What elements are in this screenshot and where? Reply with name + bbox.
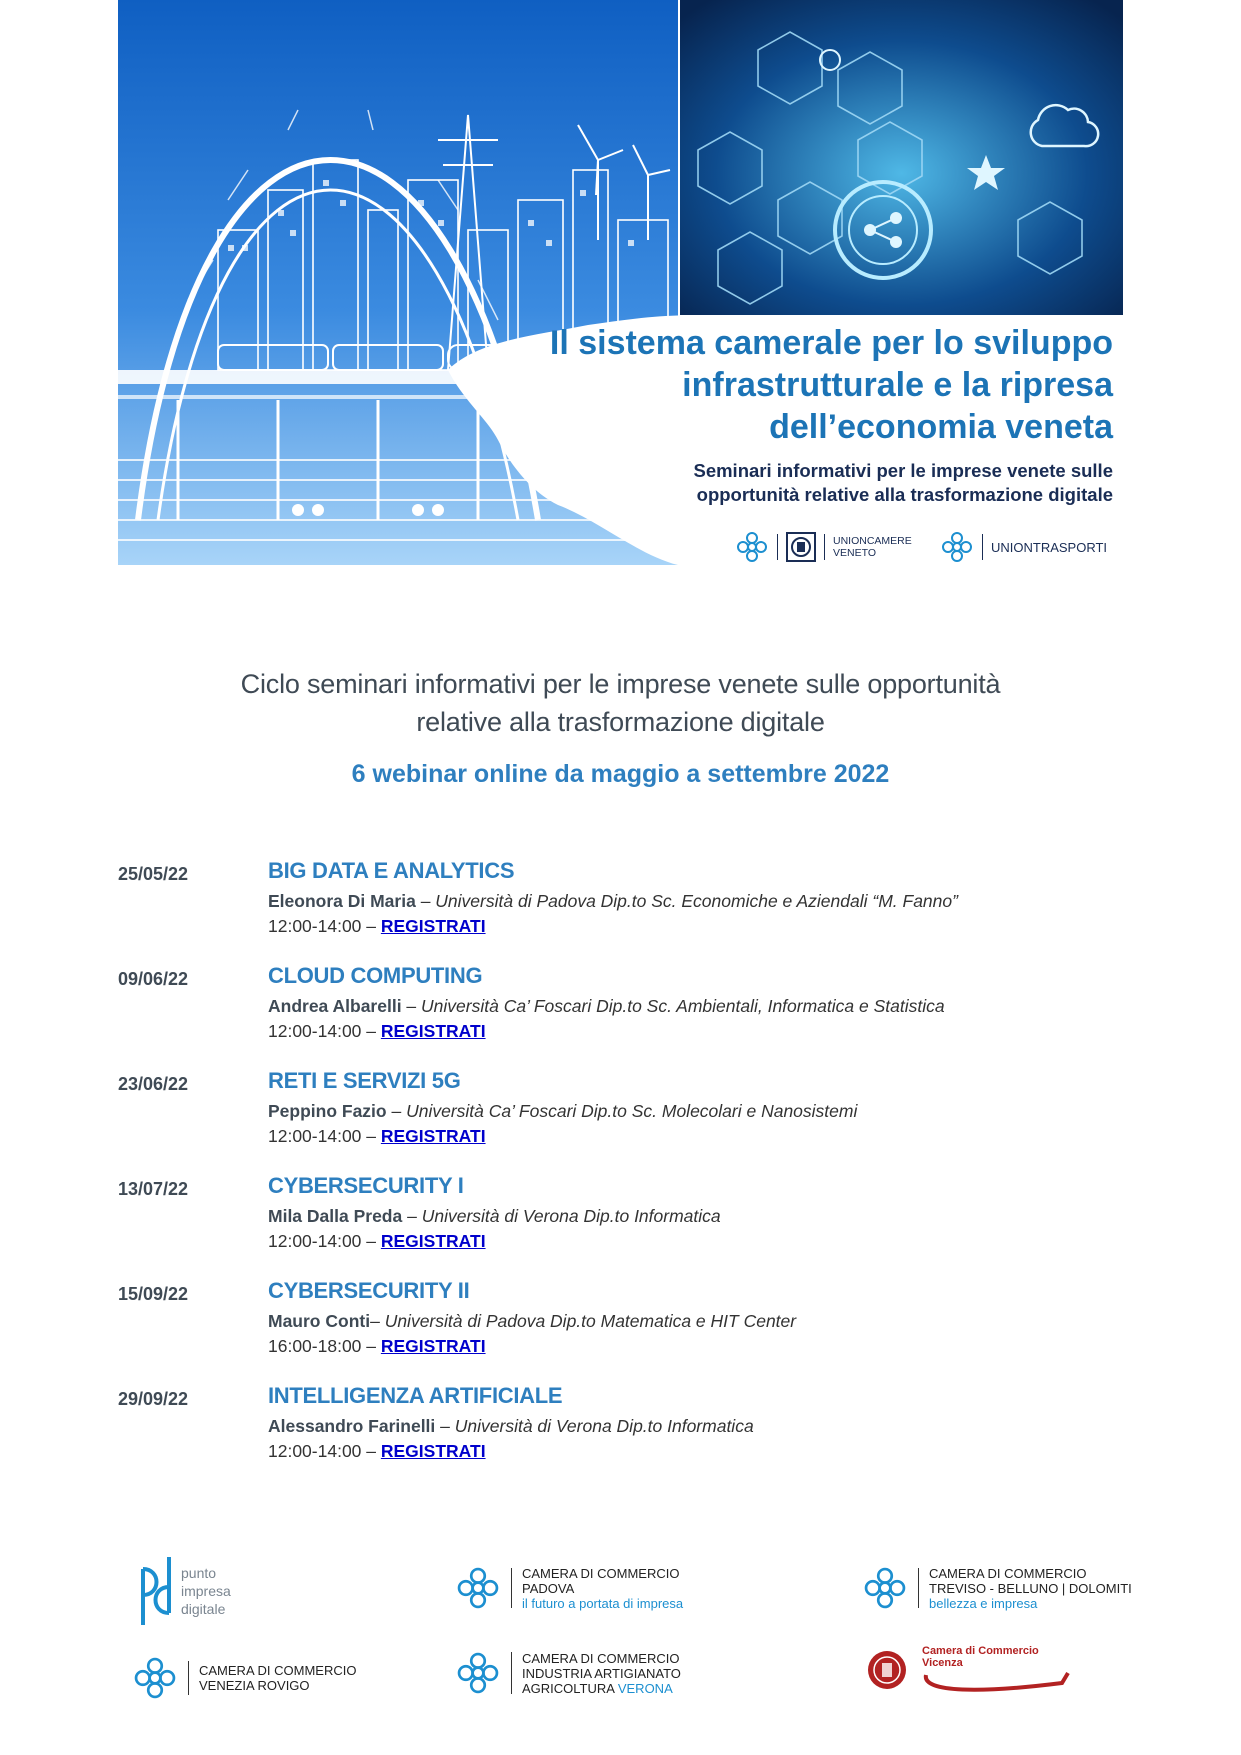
webinar-item bbox=[118, 858, 1123, 958]
speaker-name: Mauro Conti bbox=[268, 1311, 371, 1331]
webinar-speaker-line bbox=[268, 1311, 796, 1332]
punto-impresa-digitale-logo bbox=[135, 1555, 231, 1627]
webinar-speaker-line bbox=[268, 996, 945, 1017]
webinar-item bbox=[118, 1278, 1123, 1378]
webinar-title: RETI E SERVIZI 5G bbox=[268, 1068, 461, 1093]
vicenza-text-2: Vicenza bbox=[922, 1657, 963, 1669]
unioncamere-text-2: VENETO bbox=[833, 547, 876, 559]
register-link[interactable]: REGISTRATI bbox=[380, 1126, 486, 1146]
flower-icon bbox=[940, 530, 974, 564]
padova-text-2: PADOVA bbox=[522, 1580, 575, 1596]
pid-text-3: digitale bbox=[181, 1601, 226, 1617]
speaker-affiliation: Università di Verona Dip.to Informatica bbox=[421, 1206, 721, 1226]
banner-subtitle-line-1: Seminari informativi per le imprese venete sulle bbox=[693, 460, 1113, 481]
speaker-affiliation: Università Ca’ Foscari Dip.to Sc. Ambientali, Informatica e Statistica bbox=[421, 996, 945, 1016]
speaker-separator: – bbox=[401, 996, 422, 1016]
webinar-time: 12:00-14:00 – bbox=[268, 916, 381, 936]
webinar-time: 12:00-14:00 – bbox=[268, 1126, 381, 1146]
speaker-name: Mila Dalla Preda bbox=[268, 1206, 403, 1226]
venezia-text-1: CAMERA DI COMMERCIO bbox=[199, 1663, 357, 1678]
webinar-title: CYBERSECURITY I bbox=[268, 1173, 464, 1198]
speaker-separator: – bbox=[435, 1416, 455, 1436]
webinar-date: 29/09/22 bbox=[118, 1389, 189, 1409]
banner-title-line-2: infrastrutturale e la ripresa bbox=[682, 366, 1113, 404]
webinar-date: 09/06/22 bbox=[118, 969, 189, 989]
speaker-name: Peppino Fazio bbox=[268, 1101, 387, 1121]
speaker-separator: – bbox=[415, 891, 436, 911]
webinar-time: 12:00-14:00 – bbox=[268, 1231, 381, 1251]
register-link[interactable]: REGISTRATI bbox=[380, 1021, 486, 1041]
webinar-time-line bbox=[268, 1441, 486, 1462]
camera-padova-logo bbox=[455, 1565, 683, 1611]
camera-vicenza-logo bbox=[866, 1645, 1072, 1695]
banner-title-line-1: Il sistema camerale per lo sviluppo bbox=[549, 324, 1113, 362]
speaker-affiliation: Università di Padova Dip.to Matematica e HIT Center bbox=[384, 1311, 797, 1331]
treviso-text-3: bellezza e impresa bbox=[929, 1595, 1038, 1611]
main-title-line-1: Ciclo seminari informativi per le imprese venete sulle opportunità bbox=[240, 669, 1001, 699]
webinar-item bbox=[118, 1068, 1123, 1168]
verona-text-4: VERONA bbox=[617, 1680, 673, 1696]
webinar-date: 15/09/22 bbox=[118, 1284, 189, 1304]
webinar-title: CYBERSECURITY II bbox=[268, 1278, 470, 1303]
speaker-affiliation: Università Ca’ Foscari Dip.to Sc. Molecolari e Nanosistemi bbox=[406, 1101, 858, 1121]
main-title-line-2: relative alla trasformazione digitale bbox=[416, 707, 825, 737]
main-subtitle: 6 webinar online da maggio a settembre 2022 bbox=[351, 760, 890, 788]
speaker-affiliation: Università di Verona Dip.to Informatica bbox=[454, 1416, 754, 1436]
pid-logo-icon bbox=[135, 1555, 177, 1627]
webinar-time-line bbox=[268, 1231, 486, 1252]
verona-text-1: CAMERA DI COMMERCIO bbox=[522, 1650, 680, 1666]
pid-text-2: impresa bbox=[181, 1583, 231, 1599]
webinar-speaker-line bbox=[268, 891, 958, 912]
uniontrasporti-text: UNIONTRASPORTI bbox=[991, 539, 1108, 555]
webinar-speaker-line bbox=[268, 1416, 754, 1437]
webinar-time: 16:00-18:00 – bbox=[268, 1336, 381, 1356]
swoosh-icon bbox=[922, 1669, 1072, 1695]
pid-text-1: punto bbox=[181, 1565, 217, 1581]
flower-icon bbox=[862, 1565, 908, 1611]
webinar-time-line bbox=[268, 916, 486, 937]
webinar-item bbox=[118, 963, 1123, 1063]
register-link[interactable]: REGISTRATI bbox=[380, 1441, 486, 1461]
banner-title-line-3: dell’economia veneta bbox=[769, 408, 1113, 446]
treviso-text-1: CAMERA DI COMMERCIO bbox=[929, 1565, 1087, 1581]
speaker-separator: – bbox=[386, 1101, 407, 1121]
webinar-time-line bbox=[268, 1126, 486, 1147]
verona-text-3: AGRICOLTURA bbox=[522, 1680, 618, 1696]
header-banner bbox=[118, 0, 1123, 565]
camera-verona-logo bbox=[455, 1650, 681, 1696]
webinar-date: 25/05/22 bbox=[118, 864, 189, 884]
unioncamere-veneto-logo bbox=[735, 530, 912, 564]
seal-icon bbox=[866, 1649, 908, 1691]
camera-venezia-logo bbox=[132, 1655, 356, 1701]
uniontrasporti-logo bbox=[940, 530, 1107, 564]
treviso-text-2: TREVISO - BELLUNO | DOLOMITI bbox=[929, 1580, 1132, 1596]
unioncamere-text-1: UNIONCAMERE bbox=[833, 535, 912, 547]
webinar-speaker-line bbox=[268, 1206, 721, 1227]
camera-treviso-logo bbox=[862, 1565, 1132, 1611]
speaker-affiliation: Università di Padova Dip.to Sc. Economiche e Aziendali “M. Fanno” bbox=[435, 891, 958, 911]
webinar-date: 13/07/22 bbox=[118, 1179, 189, 1199]
webinar-time-line bbox=[268, 1336, 486, 1357]
flower-icon bbox=[735, 530, 769, 564]
register-link[interactable]: REGISTRATI bbox=[380, 1336, 486, 1356]
register-link[interactable]: REGISTRATI bbox=[380, 916, 486, 936]
banner-subtitle-line-2: opportunità relative alla trasformazione digitale bbox=[696, 484, 1113, 505]
webinar-title: BIG DATA E ANALYTICS bbox=[268, 858, 515, 883]
vicenza-text-1: Camera di Commercio bbox=[922, 1645, 1039, 1657]
webinar-item bbox=[118, 1173, 1123, 1273]
padova-text-3: il futuro a portata di impresa bbox=[522, 1595, 684, 1611]
webinar-speaker-line bbox=[268, 1101, 857, 1122]
flower-icon bbox=[455, 1565, 501, 1611]
flower-icon bbox=[455, 1650, 501, 1696]
webinar-item bbox=[118, 1383, 1123, 1483]
webinar-time-line bbox=[268, 1021, 486, 1042]
register-link[interactable]: REGISTRATI bbox=[380, 1231, 486, 1251]
webinar-date: 23/06/22 bbox=[118, 1074, 189, 1094]
padova-text-1: CAMERA DI COMMERCIO bbox=[522, 1565, 680, 1581]
webinar-title: INTELLIGENZA ARTIFICIALE bbox=[268, 1383, 563, 1408]
venezia-text-2: VENEZIA ROVIGO bbox=[199, 1678, 310, 1693]
speaker-name: Alessandro Farinelli bbox=[268, 1416, 436, 1436]
seal-icon bbox=[786, 532, 816, 562]
speaker-name: Andrea Albarelli bbox=[268, 996, 402, 1016]
flower-icon bbox=[132, 1655, 178, 1701]
verona-text-2: INDUSTRIA ARTIGIANATO bbox=[522, 1665, 681, 1681]
webinar-title: CLOUD COMPUTING bbox=[268, 963, 483, 988]
speaker-separator: – bbox=[402, 1206, 422, 1226]
webinar-time: 12:00-14:00 – bbox=[268, 1021, 381, 1041]
webinar-time: 12:00-14:00 – bbox=[268, 1441, 381, 1461]
speaker-separator: – bbox=[370, 1311, 385, 1331]
speaker-name: Eleonora Di Maria bbox=[268, 891, 416, 911]
